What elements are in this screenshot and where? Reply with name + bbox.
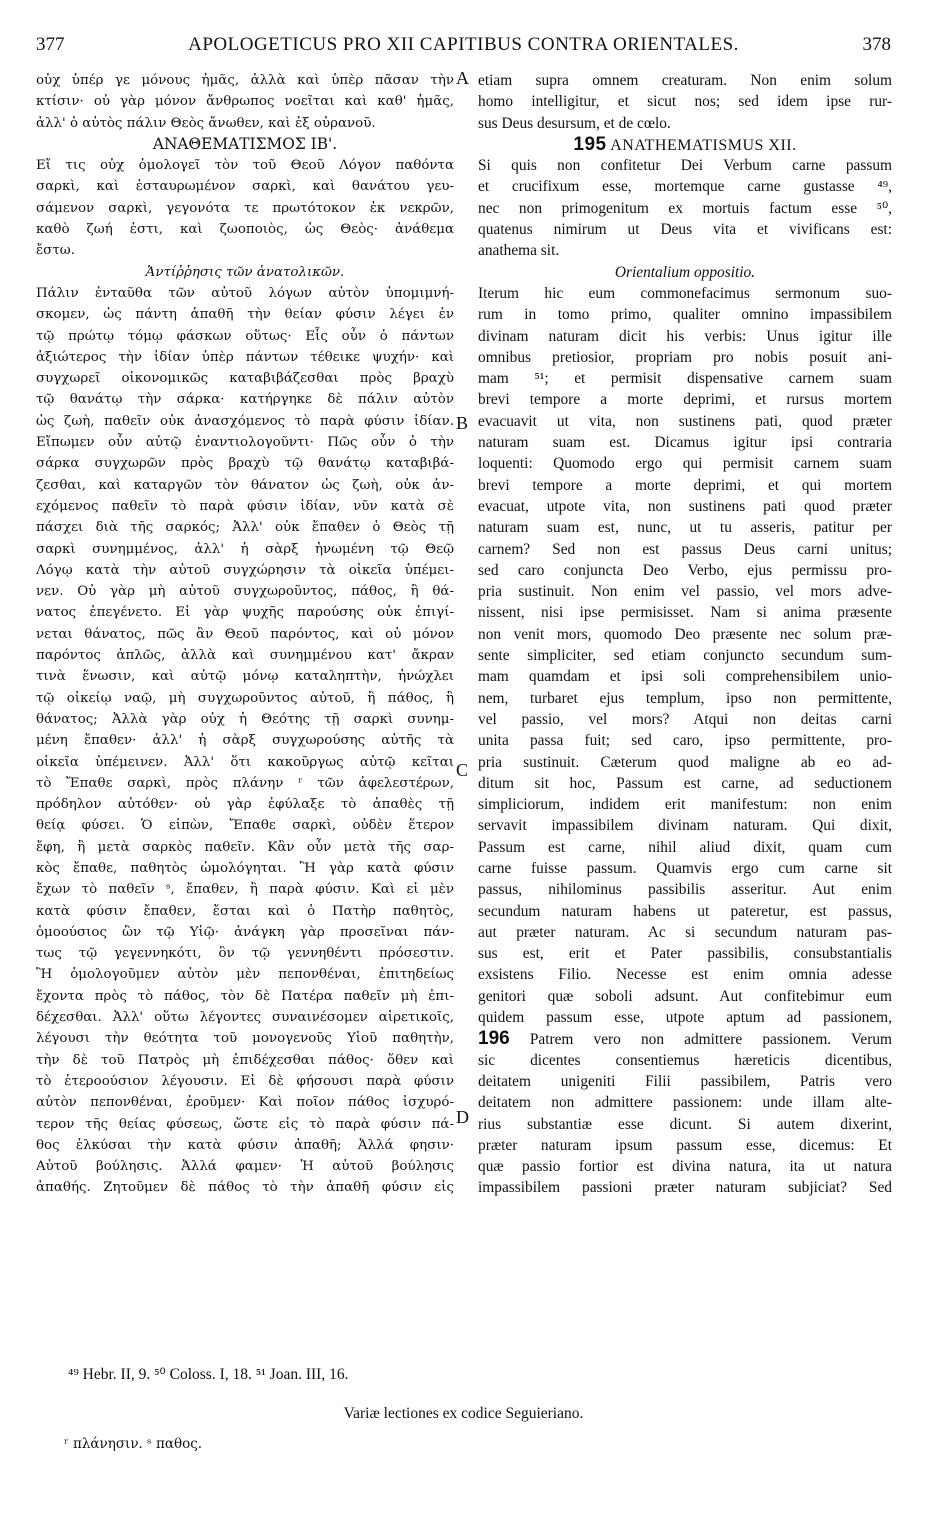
text-line (478, 943, 892, 964)
line-text: θείᾳ φύσει. Ὁ εἰπὼν, Ἔπαθε σαρκὶ, οὐδὲν ἕτερον (36, 818, 454, 834)
text-line (36, 517, 454, 538)
page-number-left: 377 (36, 34, 65, 55)
text-line (36, 752, 454, 773)
running-title: APOLOGETICUS PRO XII CAPITIBUS CONTRA ORIENTALES. (188, 34, 739, 55)
text-line (36, 240, 454, 261)
line-text: τὸ Ἔπαθε σαρκὶ, πρὸς πλάνην ʳ τῶν ἀφελεστέρων, (36, 775, 454, 791)
line-text: Εἴ τις οὐχ ὁμολογεῖ τὸν τοῦ Θεοῦ Λόγον παθόντα (36, 158, 454, 174)
text-line (478, 240, 892, 261)
line-text: οὐχ ὑπέρ γε μόνους ἡμᾶς, ἀλλὰ καὶ ὑπὲρ πᾶσαν τὴν (36, 73, 454, 88)
text-line (36, 389, 454, 410)
line-text: νατος ἐπεγένετο. Εἰ γὰρ ψυχῆς παρούσης οὐκ ἐπιγί- (36, 605, 454, 621)
line-text: homo intelligitur, et sicut nos; sed idem ipse rur- (478, 93, 892, 111)
subsection-heading (478, 262, 892, 283)
line-text: naturam suam est. Dicamus igitur ipsi contraria (478, 434, 892, 452)
line-text: exsistens Filio. Necesse est enim omnia adesse (478, 966, 892, 984)
line-text: οἰκεῖα ὑπέμεινεν. Ἀλλ' ὅτι κακοῦργως αὐτῷ κεῖται (36, 754, 454, 770)
line-text: Ἢ ὁμολογοῦμεν αὐτὸν μὲν πεπονθέναι, ἐπιτηδείως (36, 967, 454, 983)
text-line (478, 283, 892, 304)
footnotes: ⁴⁹ Hebr. II, 9. ⁵⁰ Coloss. I, 18. ⁵¹ Joan. III, 16. (68, 1366, 349, 1383)
line-text: Ἀντίῤῥησις τῶν ἀνατολικῶν. (145, 264, 345, 280)
text-line (36, 1114, 454, 1135)
line-text: ἀλλ' ὁ αὐτὸς πάλιν Θεὸς ἄνωθεν, καὶ ἐξ οὐρανοῦ. (36, 115, 376, 131)
text-line (478, 709, 892, 730)
text-line (478, 1135, 892, 1156)
line-text: Patrem vero non admittere passionem. Verum (529, 1031, 892, 1049)
line-text: rum in tomo primo, qualiter omnino impassibilem (478, 306, 892, 324)
line-text: quæ passio fortior est divina natura, ita ut natura (478, 1158, 892, 1176)
text-line (478, 964, 892, 985)
line-text: ὡς ζωὴ, παθεῖν οὐκ ἀνασχόμενος τὸ παρὰ φύσιν ἰδίαν. (36, 413, 454, 429)
line-text: νεν. Οὐ γὰρ μὴ αὐτοῦ συγχωροῦντος, πάθος, ἢ θά- (36, 584, 454, 600)
text-line (36, 1007, 454, 1028)
line-text: Iterum hic eum commonefacimus sermonum suo- (478, 284, 892, 302)
text-line (36, 773, 454, 794)
line-text: evacuat, utpote vita, non sustinens pati quod præter (478, 497, 892, 515)
text-line (36, 1156, 454, 1177)
line-text: τως τῷ γεγεννηκότι, ὃν τῷ γεννηθέντι πρόσεστιν. (36, 946, 454, 962)
text-line (36, 1135, 454, 1156)
text-line (478, 794, 892, 815)
line-text: sed caro conjuncta Deo Verbo, ejus permissu pro- (478, 561, 892, 579)
line-text: anathema sit. (478, 242, 560, 260)
variae-lectiones-title: Variæ lectiones ex codice Seguieriano. (343, 1405, 584, 1422)
line-text: Πάλιν ἐνταῦθα τῶν αὐτοῦ λόγων αὐτὸν ὑπομιμνή- (36, 285, 454, 301)
text-line (478, 1114, 892, 1135)
text-line (478, 1092, 892, 1113)
text-line (36, 602, 454, 623)
text-line (478, 922, 892, 943)
text-line (36, 304, 454, 325)
text-line (478, 347, 892, 368)
line-text: εχόμενος παθεῖν τὸ παρὰ φύσιν ἰδίαν, νῦν κατὰ σὲ (36, 498, 454, 514)
line-text: ΑΝΑΘΕΜΑΤΙΣΜΟΣ ΙΒ'. (152, 134, 338, 153)
greek-column (36, 70, 454, 1199)
line-text: naturam suam est, nunc, ut tu asseris, patitur per (478, 519, 892, 537)
text-line (36, 879, 454, 900)
line-text: carne fuisse passum. Quamvis ergo cum carne sit (478, 859, 892, 877)
line-text: μένη ἔπαθεν· ἀλλ' ἡ σὰρξ συγχωρούσης αὐτῆς τὰ (36, 733, 454, 749)
line-text: ANATHEMATISMUS XII. (610, 136, 797, 154)
line-text: πρόδηλον αὐτόθεν· οὐ γὰρ ἐφύλαξε τὸ ἀπαθὲς τῇ (36, 797, 454, 813)
line-text: sus Deus desursum, et de cœlo. (478, 114, 671, 132)
line-text: κατὰ φύσιν ἔπαθεν, ἔσται καὶ ὁ Πατὴρ παθητὸς, (36, 903, 454, 919)
text-line (478, 475, 892, 496)
line-text: loquenti: Quomodo ergo qui permisit carnem suam (478, 455, 892, 473)
text-line (478, 517, 892, 538)
line-text: κτίσιν· οὐ γὰρ μόνον ἄνθρωπος νοεῖται καὶ καθ' ἡμᾶς, (36, 94, 454, 110)
text-line (478, 304, 892, 325)
text-line (478, 581, 892, 602)
line-text: divinam naturam dicit his verbis: Unus igitur ille (478, 327, 892, 345)
text-line (478, 389, 892, 410)
line-text: τῷ θανάτῳ τὴν σάρκα· κατήργηκε δὲ πάλιν αὐτὸν (36, 392, 454, 408)
text-line (478, 624, 892, 645)
text-line (478, 1177, 892, 1198)
line-text: nissent, nisi ipse permisisset. Nam si anima præsente (478, 604, 892, 622)
line-text: servavit impassibilem divinam naturam. Qui dixit, (478, 817, 892, 835)
text-line (478, 539, 892, 560)
line-text: passus, nihilominus passibilis asseritur. Aut enim (478, 881, 892, 899)
page-number-right: 378 (862, 34, 891, 55)
line-text: σαρκὶ συνημμένος, ἀλλ' ἡ σὰρξ ἡνωμένη τῷ Θεῷ (36, 541, 454, 557)
text-line (36, 326, 454, 347)
text-line (36, 347, 454, 368)
line-text: τερον τῆς θείας φύσεως, ὥστε εἰς τὸ παρὰ φύσιν πά- (36, 1116, 454, 1132)
line-text: σαρκὶ, καὶ ἐσταυρωμένον σαρκὶ, καὶ θανάτου γευ- (36, 179, 454, 195)
text-line (478, 645, 892, 666)
line-text: brevi tempore a morte deprimi, et rursus mortem (478, 391, 892, 409)
text-line (36, 837, 454, 858)
line-text: brevi tempore a morte deprimi, et qui mortem (478, 476, 892, 494)
line-text: sente simpliciter, sed etiam conjuncto secundum sum- (478, 647, 892, 665)
text-line (478, 837, 892, 858)
text-line (478, 134, 892, 155)
line-text: αὐτὸν πεπονθέναι, ἐροῦμεν· Καὶ ποῖον πάθος ἰσχυρό- (36, 1095, 454, 1111)
line-text: evacuavit ut vita, non sustinens pati, quod præter (478, 412, 892, 430)
line-text: etiam supra omnem creaturam. Non enim solum (478, 72, 892, 89)
text-line (478, 858, 892, 879)
line-text: et crucifixum esse, mortemque carne gustasse ⁴⁹, (478, 178, 892, 196)
text-line (36, 581, 454, 602)
text-line (36, 1071, 454, 1092)
line-text: carnem? Sed non est passus Deus carni unitus; (478, 540, 892, 558)
line-text: vel passio, vel mors? Atqui non deitas carni (478, 710, 892, 728)
margin-marker-c: C (456, 760, 469, 780)
line-text: ἀξιώτερος τὴν ἰδίαν ὑπὲρ πάντων τέθεικε ψυχήν· καὶ (36, 349, 454, 365)
text-line (36, 496, 454, 517)
text-line (36, 794, 454, 815)
line-text: καθὸ ζωή ἐστι, καὶ ζωοποιὸς, ὡς Θεὸς· ἀνάθεμα (36, 222, 454, 238)
latin-column (478, 70, 892, 1199)
line-text: Orientalium oppositio. (614, 263, 756, 281)
line-text: aut præter naturam. Ac si secundum naturam pas- (478, 923, 892, 941)
line-text: νεται θάνατος, πῶς ἂν Θεοῦ παρόντος, καὶ οὐ μόνον (36, 626, 454, 642)
text-line (478, 1007, 892, 1028)
line-text: ἀπαθής. Ζητοῦμεν δὲ πάθος τὸ τὴν ἀπαθῆ φύσιν εἰς (36, 1180, 454, 1196)
line-text: κὸς ἔπαθε, παθητὸς ὡμολόγηται. Ἢ γὰρ κατὰ φύσιν (36, 860, 454, 876)
line-text: sus est, erit et Pater passibilis, consubstantialis (478, 945, 892, 963)
text-line (36, 858, 454, 879)
line-text: mam ⁵¹; et permisit dispensative carnem suam (478, 370, 892, 388)
text-line (36, 475, 454, 496)
line-text: deitatem non admittere passionem: unde illam alte- (478, 1094, 892, 1112)
line-text: ἔχων τὸ παθεῖν ˢ, ἔπαθεν, ἢ παρὰ φύσιν. Καὶ εἰ μὲν (36, 882, 454, 898)
column-number: 196 (478, 1028, 510, 1050)
text-line (478, 176, 892, 197)
text-line (36, 645, 454, 666)
line-text: συγχωρεῖ οἰκονομικῶς καταβιβάζεσθαι πρὸς βραχὺ (36, 371, 454, 387)
text-line (478, 1071, 892, 1092)
text-line (478, 113, 892, 134)
text-line (36, 666, 454, 687)
line-text: Passum est carne, nihil aliud dixit, quam cum (478, 838, 892, 856)
text-line (478, 155, 892, 176)
text-line (478, 688, 892, 709)
line-text: λέγουσι τὴν θεότητα τοῦ μονογενοῦς Υἱοῦ παθητὴν, (36, 1031, 454, 1047)
text-line (478, 730, 892, 751)
text-line (36, 1028, 454, 1049)
text-line (478, 986, 892, 1007)
text-line (478, 752, 892, 773)
line-text: παρόντος ἁπλῶς, ἀλλὰ καὶ συνημμένου κατ' ἄκραν (36, 648, 454, 664)
text-line (478, 496, 892, 517)
text-line (36, 539, 454, 560)
line-text: θάνατος; Ἀλλὰ γὰρ οὐχ ἡ Θεότης τῇ σαρκὶ συνημ- (36, 711, 454, 727)
text-line (478, 326, 892, 347)
text-line (478, 368, 892, 389)
text-line (478, 198, 892, 219)
margin-marker-d: D (456, 1107, 469, 1127)
text-line (36, 155, 454, 176)
line-text: sic dicentes consentiemus hæreticis dicentibus, (478, 1051, 892, 1069)
line-text: unita passa fuit; sed caro, ipso permittente, pro- (478, 732, 892, 750)
text-line (36, 624, 454, 645)
text-line (478, 602, 892, 623)
text-line (36, 91, 454, 112)
text-line (36, 964, 454, 985)
text-line (36, 198, 454, 219)
line-text: præter naturam ipsum passum esse, dicemus: Et (478, 1136, 892, 1154)
text-line (478, 453, 892, 474)
text-line (36, 1050, 454, 1071)
line-text: mam quamdam et ipsi soli comprehensibilem unio- (478, 668, 892, 686)
text-line (36, 901, 454, 922)
line-text: nem, turbaret ejus templum, ipso non permittente, (478, 689, 892, 707)
text-line (36, 219, 454, 240)
text-line (478, 773, 892, 794)
text-line (478, 219, 892, 240)
text-line (36, 730, 454, 751)
text-line (36, 113, 454, 134)
margin-marker-b: B (456, 413, 469, 433)
line-text: Εἴπωμεν οὖν αὐτῷ ἐναντιολογοῦντι· Πῶς οὖν ὁ τὴν (36, 435, 454, 451)
section-heading (36, 134, 454, 155)
text-line (36, 986, 454, 1007)
line-text: Si quis non confitetur Dei Verbum carne passum (478, 157, 892, 175)
text-line (478, 91, 892, 112)
text-line (36, 560, 454, 581)
text-line (478, 70, 892, 91)
text-line (36, 688, 454, 709)
text-line (36, 815, 454, 836)
subsection-heading (36, 262, 454, 283)
line-text: ζεσθαι, καὶ καταργῶν τὸν θάνατον ὡς ζωὴ, οὐκ ἀν- (36, 477, 454, 493)
line-text: rius substantiæ esse dicunt. Si autem dixerint, (478, 1115, 892, 1133)
line-text: ἔχοντα πρὸς τὸ πάθος, τὸν δὲ Πατέρα παθεῖν μὴ ἐπι- (36, 988, 454, 1004)
line-text: δέχεσθαι. Ἀλλ' οὕτω λέγοντες συναινέσομεν αἱρετικοῖς, (36, 1010, 454, 1026)
line-text: σάρκα συγχωρῶν πρὸς βραχὺ τῷ θανάτῳ καταβιβά- (36, 456, 454, 472)
column-number: 195 (573, 133, 607, 155)
text-line (36, 432, 454, 453)
line-text: deitatem unigeniti Filii passibilem, Patris vero (478, 1072, 892, 1090)
text-line (36, 283, 454, 304)
line-text: θος ἑλκύσαι τὴν κατὰ φύσιν ἀπαθῆ; Ἀλλά φησιν· (36, 1137, 454, 1153)
line-text: non venit mors, quomodo Deo præsente nec solum præ- (478, 625, 892, 643)
text-line (478, 1028, 892, 1049)
line-text: ὁμοούσιος ὢν τῷ Υἱῷ· ἀνάγκη γὰρ προσεῖναι πάν- (36, 924, 454, 940)
text-line (36, 922, 454, 943)
line-text: Λόγῳ κατὰ τὴν αὐτοῦ συγχώρησιν τὰ οἰκεῖα ὑπέμει- (36, 562, 454, 578)
line-text: pria sustinuit. Cæterum quod maligne ab eo ad- (478, 753, 892, 771)
line-text: τὴν δὲ τοῦ Πατρὸς μὴ ἐπιδέχεσθαι πάθος· ὅθεν καὶ (36, 1052, 454, 1068)
text-line (36, 368, 454, 389)
text-line (36, 70, 454, 91)
text-line (478, 411, 892, 432)
line-text: genitori quæ soboli adsunt. Aut confitebimur eum (478, 987, 892, 1005)
line-text: σκομεν, ὡς πάντη ἀπαθῆ τὴν θείαν φύσιν λέγει ἐν (36, 307, 454, 323)
text-line (36, 709, 454, 730)
text-line (478, 901, 892, 922)
text-line (36, 411, 454, 432)
line-text: impassibilem passioni præter naturam subjiciat? Sed (478, 1179, 892, 1197)
line-text: τῷ οἰκείῳ ναῷ, μὴ συγχωροῦντος αὐτοῦ, ἢ πάθος, ἢ (36, 690, 454, 706)
line-text: quidem passum esse, utpote aptum ad passionem, (478, 1009, 892, 1027)
line-text: secundum naturam habens ut pateretur, est passus, (478, 902, 892, 920)
text-line (36, 453, 454, 474)
line-text: τινὰ ἕνωσιν, καὶ αὐτῷ μόνῳ καταληπτὴν, ἠνώχλει (36, 669, 454, 685)
text-line (478, 666, 892, 687)
page-header (36, 34, 891, 60)
line-text: τῷ πρώτῳ τόμῳ φάσκων οὕτως· Εἷς οὖν ὁ πάντων (36, 328, 454, 344)
text-line (478, 815, 892, 836)
line-text: ditum sit hoc, Passum est carne, ad seductionem (478, 774, 892, 792)
line-text: quatenus nimirum ut Deus vita et vivificans est: (478, 221, 892, 239)
margin-marker-a: A (456, 68, 469, 88)
line-text: τὸ ἑτεροούσιον λέγουσιν. Εἰ δὲ φήσουσι παρὰ φύσιν (36, 1073, 454, 1089)
line-text: ἔφη, ἢ μετὰ σαρκὸς παθεῖν. Κἂν οὖν μετὰ τῆς σαρ- (36, 839, 454, 855)
line-text: pria sustinuit. Non enim vel passio, vel mors adve- (478, 583, 892, 601)
text-line (478, 879, 892, 900)
text-line (478, 560, 892, 581)
text-line (36, 1177, 454, 1198)
line-text: Αὐτοῦ βούλησις. Ἀλλά φαμεν· Ἡ αὐτοῦ βούλησις (36, 1159, 454, 1175)
text-line (36, 176, 454, 197)
line-text: σάμενον σαρκὶ, γεγονότα τε πρωτότοκον ἐκ νεκρῶν, (36, 200, 454, 216)
text-line (478, 1050, 892, 1071)
line-text: omnibus pretiosior, propriam pro nobis posuit ani- (478, 348, 892, 366)
variae-lectiones-notes: ʳ πλάνησιν. ˢ παθος. (64, 1436, 203, 1452)
text-line (478, 1156, 892, 1177)
line-text: ἔστω. (36, 243, 75, 259)
line-text: simpliciorum, indidem erit manifestum: non enim (478, 796, 892, 814)
text-line (478, 432, 892, 453)
text-line (36, 943, 454, 964)
line-text: πάσχει διὰ τῆς σαρκός; Ἀλλ' οὐκ ἔπαθεν ὁ Θεὸς τῇ (36, 520, 454, 536)
line-text: nec non primogenitum ex mortuis factum esse ⁵⁰, (478, 199, 892, 217)
text-line (36, 1092, 454, 1113)
